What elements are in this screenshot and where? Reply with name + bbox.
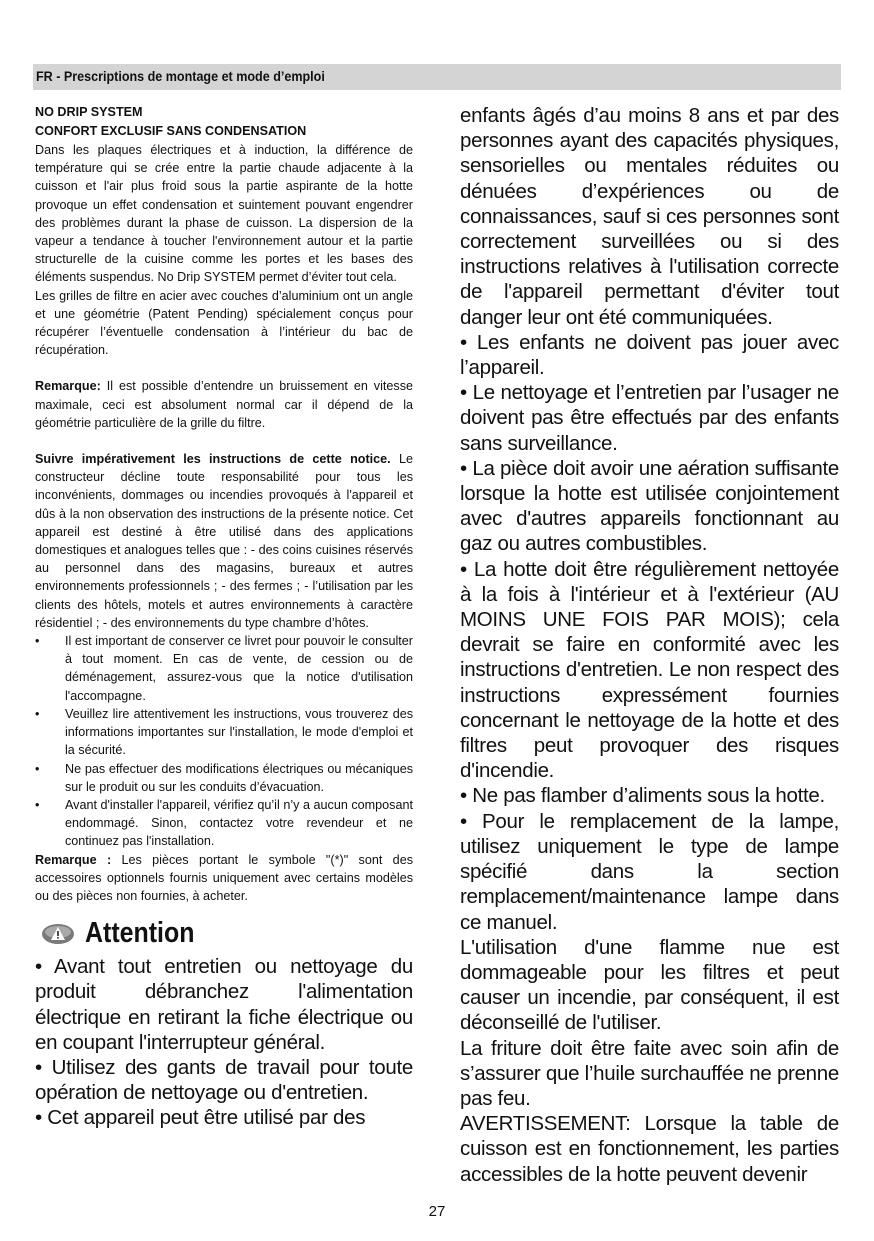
right-paragraph: • Le nettoyage et l’entretien par l’usager ne doivent pas être effectués par des enfants sans surveillance. <box>460 381 839 455</box>
right-paragraph: enfants âgés d’au moins 8 ans et par des personnes ayant des capacités physiques, sensorielles ou mentales réduites ou dénuées d’expériences ou de connaissances, sauf si ces personnes sont correctement surveillées ou si des instructions relatives à l'utilisation correcte de l'appareil permettant d'éviter tout danger leur ont été communiquées. <box>460 104 839 329</box>
list-item: • Avant d'installer l'appareil, vérifiez qu’il n’y a aucun composant endommagé. Sinon, contactez votre revendeur et ne continuez pas l'installation. <box>35 796 413 851</box>
right-paragraph: • La hotte doit être régulièrement nettoyée à la fois à l'intérieur et à l'extérieur (AU MOINS UNE FOIS PAR MOIS); cela devrait se faire en conformité avec les instructions d'entretien. Le non respect des instructions expressément fournies concernant le nettoyage de la hotte et des filtres peut provoquer des risques d'incendie. <box>460 557 839 783</box>
right-paragraph: L'utilisation d'une flamme nue est dommageable pour les filtres et peut causer un incendie, par conséquent, il est déconseillé de l'utiliser. <box>460 935 839 1035</box>
section-header-title: FR - Prescriptions de montage et mode d’emploi <box>36 69 325 84</box>
remark-label: Remarque: <box>35 379 101 394</box>
page-number: 27 <box>428 1203 446 1220</box>
right-paragraph: • Les enfants ne doivent pas jouer avec l’appareil. <box>460 330 839 380</box>
remark-text: Il est possible d’entendre un bruissement en vitesse maximale, ceci est absolument normal car il dépend de la géométrie particulière de la grille du filtre. <box>35 379 413 430</box>
optional-parts-remark <box>35 851 413 906</box>
no-drip-paragraph: Dans les plaques électriques et à induction, la différence de température qui se crée entre la partie chaude adjacente à la cuisson et l'air plus froid sous la partie aspirante de la hotte provoque un effet condensation et suintement pouvant engendrer des problèmes durant la phase de cuisson. La dispersion de la vapeur a tendance à toucher l'environnement autour et la partie structurelle de la cuisine comme les portes et les bases des éléments suspendus. No Drip SYSTEM permet d’éviter tout cela. <box>35 143 413 285</box>
remark2-text: Les pièces portant le symbole "(*)" sont des accessoires optionnels fournis uniquement avec certains modèles ou des pièces non fournies, à acheter. <box>35 852 413 903</box>
no-drip-title: NO DRIP SYSTEM <box>35 105 143 119</box>
attention-paragraph: • Avant tout entretien ou nettoyage du produit débranchez l'alimentation électrique en retirant la fiche électrique ou en coupant l'interrupteur général. <box>35 955 413 1054</box>
list-item: • Veuillez lire attentivement les instructions, vous trouverez des informations importantes sur l'installation, le mode d'emploi et la sécurité. <box>35 705 413 760</box>
attention-heading <box>35 917 413 950</box>
list-item: • Ne pas effectuer des modifications électriques ou mécaniques sur le produit ou sur les conduits d’évacuation. <box>35 760 413 796</box>
right-paragraph: • Pour le remplacement de la lampe, utilisez uniquement le type de lampe spécifié dans la section remplacement/maintenance lampe dans ce manuel. <box>460 809 839 934</box>
safety-bullet-list <box>35 632 413 850</box>
attention-paragraph: • Utilisez des gants de travail pour toute opération de nettoyage ou d'entretien. <box>35 1055 413 1105</box>
attention-paragraph: • Cet appareil peut être utilisé par des <box>35 1106 366 1130</box>
right-paragraph: La friture doit être faite avec soin afin de s’assurer que l’huile surchauffée ne prenne pas feu. <box>460 1036 839 1110</box>
instructions-label: Suivre impérativement les instructions de cette notice. <box>35 452 391 467</box>
section-header <box>33 64 841 90</box>
right-paragraph: • Ne pas flamber d’aliments sous la hotte. <box>460 784 825 808</box>
remark-paragraph <box>35 377 413 432</box>
right-paragraph: • La pièce doit avoir une aération suffisante lorsque la hotte est utilisée conjointement avec d'autres appareils fonctionnant au gaz ou autres combustibles. <box>460 456 839 556</box>
left-column <box>35 103 413 1131</box>
right-column <box>460 103 839 1187</box>
warning-icon <box>41 923 75 945</box>
attention-title: Attention <box>85 917 195 950</box>
instructions-text: Le constructeur décline toute responsabilité pour tous les inconvénients, dommages ou incendies provoqués à l'appareil et dûs à la non observation des instructions de la présente notice. Cet appareil est destiné à être utilisé dans des applications domestiques et analogues telles que : - des coins cuisines réservés au personnel dans des magasins, bureaux et autres environnements professionnels ; - des fermes ; - l’utilisation par les clients des hôtels, motels et autres environnements à caractère résidentiel ; - des environnements du type chambre d’hôtes. <box>35 452 414 630</box>
list-item: • Il est important de conserver ce livret pour pouvoir le consulter à tout moment. En cas de vente, de cession ou de déménagement, assurez-vous que la notice d'utilisation l'accompagne. <box>35 632 413 705</box>
confort-title: CONFORT EXCLUSIF SANS CONDENSATION <box>35 124 307 138</box>
remark2-label: Remarque : <box>35 852 112 867</box>
instructions-paragraph <box>35 450 413 632</box>
filter-grid-paragraph: Les grilles de filtre en acier avec couches d’aluminium ont un angle et une géométrie (Patent Pending) spécialement conçus pour récupérer l’éventuelle condensation à l’intérieur du bac de récupération. <box>35 288 413 358</box>
right-paragraph: AVERTISSEMENT: Lorsque la table de cuisson est en fonctionnement, les parties accessibles de la hotte peuvent devenir <box>460 1112 839 1186</box>
